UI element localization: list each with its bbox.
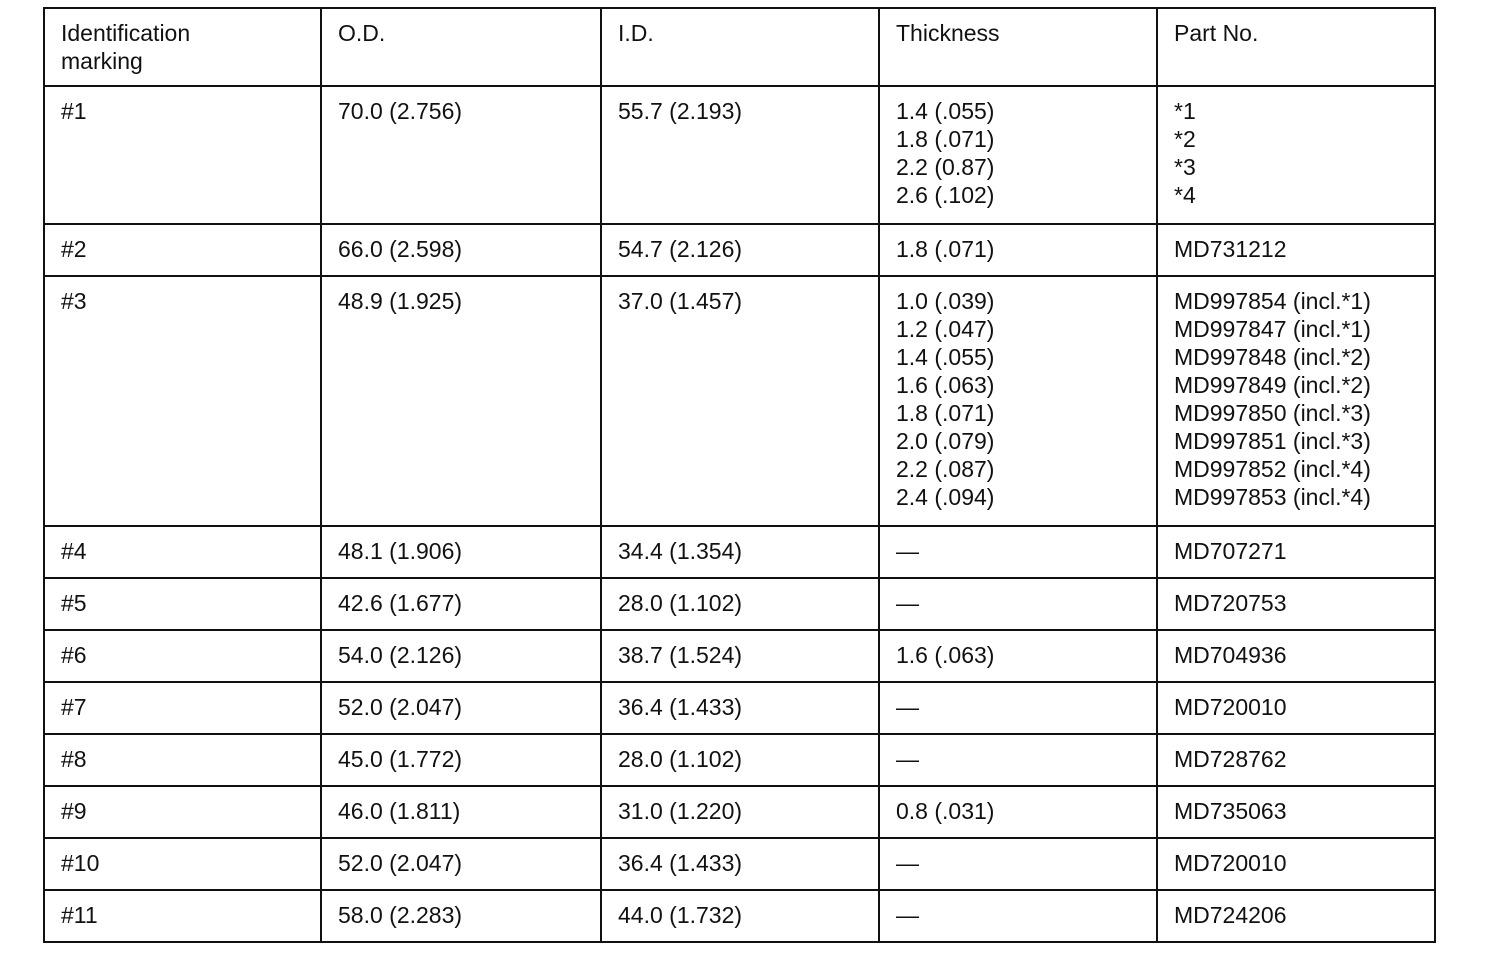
cell-thickness — [879, 682, 1157, 734]
thickness-value: — — [896, 850, 919, 876]
table-row — [44, 734, 1435, 786]
part-number: MD707271 — [1174, 538, 1287, 564]
part-number: MD997849 (incl.*2) — [1174, 372, 1371, 398]
table-body — [44, 86, 1435, 942]
cell-thickness — [879, 526, 1157, 578]
table-row — [44, 682, 1435, 734]
table-row — [44, 890, 1435, 942]
cell-od: 48.1 (1.906) — [321, 526, 601, 578]
cell-marking: #9 — [44, 786, 321, 838]
thickness-value: 1.0 (.039) — [896, 288, 995, 314]
cell-thickness — [879, 838, 1157, 890]
thickness-value: 1.8 (.071) — [896, 236, 995, 262]
cell-od: 48.9 (1.925) — [321, 276, 601, 526]
thickness-value: 1.4 (.055) — [896, 344, 995, 370]
part-number: MD997852 (incl.*4) — [1174, 456, 1371, 482]
cell-od: 45.0 (1.772) — [321, 734, 601, 786]
part-number: MD720010 — [1174, 850, 1287, 876]
thickness-value: — — [896, 694, 919, 720]
thickness-value: 1.4 (.055) — [896, 98, 995, 124]
cell-thickness — [879, 786, 1157, 838]
table-row — [44, 86, 1435, 224]
part-number: MD704936 — [1174, 642, 1287, 668]
cell-part-no — [1157, 578, 1435, 630]
cell-thickness — [879, 630, 1157, 682]
thickness-value: — — [896, 590, 919, 616]
header-identification-line2: marking — [61, 48, 143, 74]
cell-part-no — [1157, 786, 1435, 838]
cell-part-no — [1157, 734, 1435, 786]
cell-od: 58.0 (2.283) — [321, 890, 601, 942]
table-row — [44, 630, 1435, 682]
cell-id: 37.0 (1.457) — [601, 276, 879, 526]
cell-marking: #1 — [44, 86, 321, 224]
thickness-value: — — [896, 902, 919, 928]
cell-od: 70.0 (2.756) — [321, 86, 601, 224]
thickness-value: 1.6 (.063) — [896, 372, 995, 398]
header-identification-line1: Identification — [61, 20, 191, 46]
cell-id: 54.7 (2.126) — [601, 224, 879, 276]
cell-marking: #6 — [44, 630, 321, 682]
cell-thickness — [879, 224, 1157, 276]
cell-part-no — [1157, 890, 1435, 942]
cell-thickness — [879, 86, 1157, 224]
part-number: MD720753 — [1174, 590, 1287, 616]
cell-part-no — [1157, 224, 1435, 276]
part-number: MD724206 — [1174, 902, 1287, 928]
header-thickness: Thickness — [879, 8, 1157, 86]
cell-thickness — [879, 890, 1157, 942]
header-part-no: Part No. — [1157, 8, 1435, 86]
cell-marking: #5 — [44, 578, 321, 630]
part-number: *1 — [1174, 98, 1196, 124]
thickness-value: 1.8 (.071) — [896, 126, 995, 152]
part-number: MD728762 — [1174, 746, 1287, 772]
thickness-value: 1.2 (.047) — [896, 316, 995, 342]
part-number: MD997854 (incl.*1) — [1174, 288, 1371, 314]
part-number: MD720010 — [1174, 694, 1287, 720]
cell-id: 36.4 (1.433) — [601, 682, 879, 734]
header-od: O.D. — [321, 8, 601, 86]
part-number: MD997850 (incl.*3) — [1174, 400, 1371, 426]
cell-part-no — [1157, 276, 1435, 526]
cell-id: 38.7 (1.524) — [601, 630, 879, 682]
thickness-value: 0.8 (.031) — [896, 798, 995, 824]
cell-od: 54.0 (2.126) — [321, 630, 601, 682]
thickness-value: 2.2 (0.87) — [896, 154, 995, 180]
part-number: *2 — [1174, 126, 1196, 152]
header-id: I.D. — [601, 8, 879, 86]
part-number: *4 — [1174, 182, 1196, 208]
cell-marking: #10 — [44, 838, 321, 890]
header-identification-marking — [44, 8, 321, 86]
cell-thickness — [879, 578, 1157, 630]
cell-part-no — [1157, 86, 1435, 224]
cell-id: 36.4 (1.433) — [601, 838, 879, 890]
thickness-value: 2.4 (.094) — [896, 484, 995, 510]
table-row — [44, 526, 1435, 578]
part-number: MD735063 — [1174, 798, 1287, 824]
cell-part-no — [1157, 526, 1435, 578]
spec-table-container — [43, 7, 1434, 943]
table-row — [44, 224, 1435, 276]
cell-marking: #2 — [44, 224, 321, 276]
thickness-value: 2.6 (.102) — [896, 182, 995, 208]
cell-marking: #4 — [44, 526, 321, 578]
part-number: MD731212 — [1174, 236, 1287, 262]
cell-id: 31.0 (1.220) — [601, 786, 879, 838]
cell-part-no — [1157, 682, 1435, 734]
cell-od: 52.0 (2.047) — [321, 838, 601, 890]
part-number: MD997848 (incl.*2) — [1174, 344, 1371, 370]
cell-part-no — [1157, 630, 1435, 682]
spacer-spec-table — [43, 7, 1436, 943]
cell-od: 52.0 (2.047) — [321, 682, 601, 734]
part-number: MD997851 (incl.*3) — [1174, 428, 1371, 454]
cell-marking: #7 — [44, 682, 321, 734]
thickness-value: 2.2 (.087) — [896, 456, 995, 482]
table-row — [44, 276, 1435, 526]
cell-part-no — [1157, 838, 1435, 890]
cell-id: 55.7 (2.193) — [601, 86, 879, 224]
thickness-value: 1.8 (.071) — [896, 400, 995, 426]
thickness-value: — — [896, 746, 919, 772]
part-number: *3 — [1174, 154, 1196, 180]
cell-od: 46.0 (1.811) — [321, 786, 601, 838]
cell-od: 42.6 (1.677) — [321, 578, 601, 630]
cell-id: 28.0 (1.102) — [601, 578, 879, 630]
cell-id: 44.0 (1.732) — [601, 890, 879, 942]
table-header-row — [44, 8, 1435, 86]
cell-od: 66.0 (2.598) — [321, 224, 601, 276]
cell-thickness — [879, 734, 1157, 786]
cell-id: 28.0 (1.102) — [601, 734, 879, 786]
cell-thickness — [879, 276, 1157, 526]
thickness-value: — — [896, 538, 919, 564]
table-row — [44, 838, 1435, 890]
cell-id: 34.4 (1.354) — [601, 526, 879, 578]
table-row — [44, 786, 1435, 838]
cell-marking: #8 — [44, 734, 321, 786]
table-row — [44, 578, 1435, 630]
thickness-value: 1.6 (.063) — [896, 642, 995, 668]
thickness-value: 2.0 (.079) — [896, 428, 995, 454]
part-number: MD997853 (incl.*4) — [1174, 484, 1371, 510]
part-number: MD997847 (incl.*1) — [1174, 316, 1371, 342]
cell-marking: #11 — [44, 890, 321, 942]
cell-marking: #3 — [44, 276, 321, 526]
